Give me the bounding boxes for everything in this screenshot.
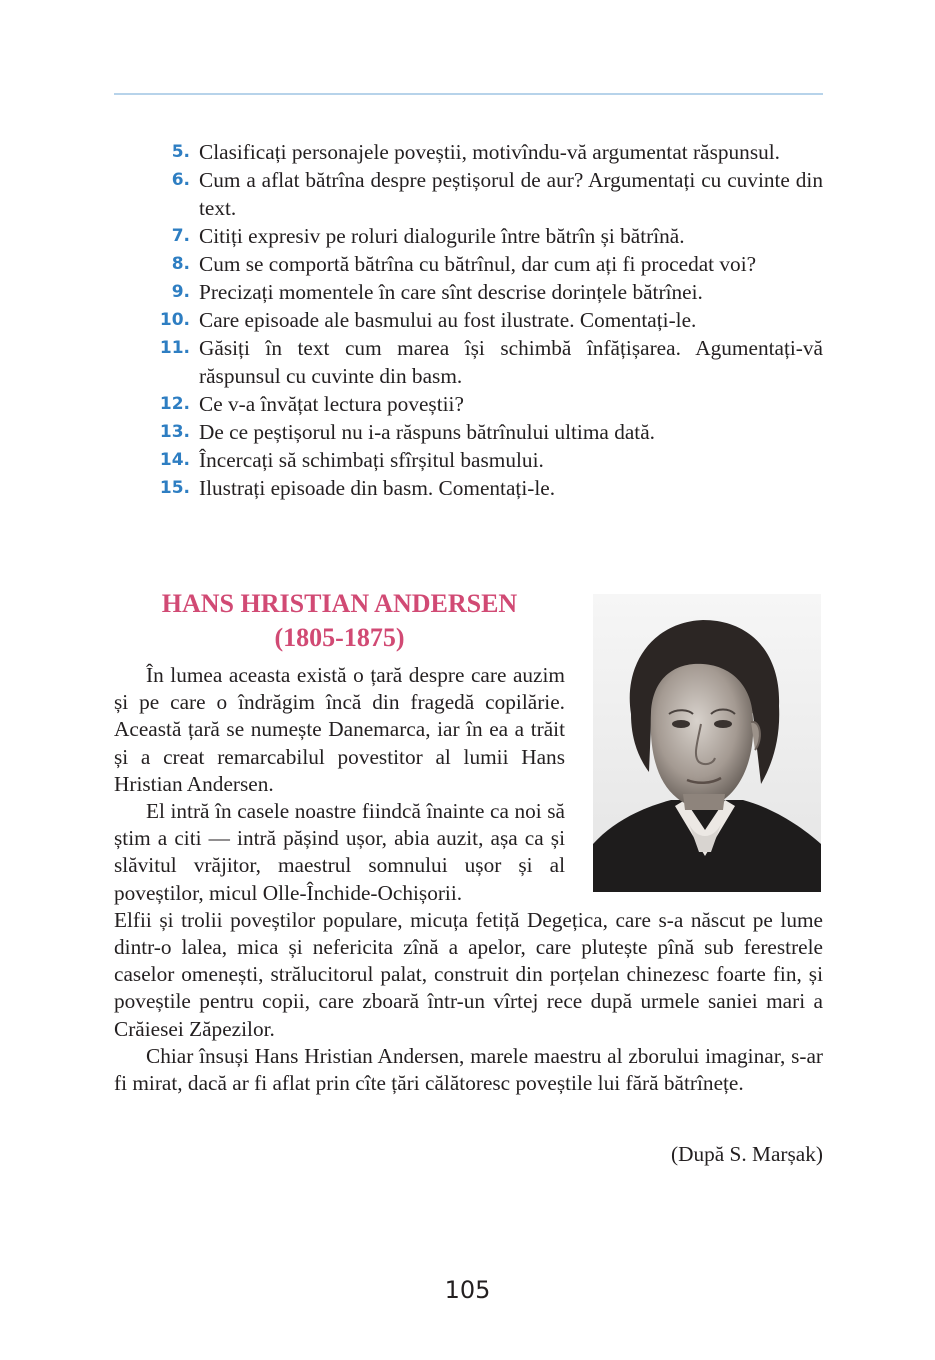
question-text: Precizați momentele în care sînt descrise dorințele bătrînei. — [199, 280, 703, 304]
question-text: Citiți expresiv pe roluri dialogurile între bătrîn și bătrînă. — [199, 224, 685, 248]
question-text: Ce v-a învățat lectura poveștii? — [199, 392, 464, 416]
question-list — [150, 138, 823, 502]
question-number: 5. — [171, 142, 190, 162]
biography-text — [114, 662, 823, 1097]
source-attribution: (După S. Marșak) — [670, 1142, 823, 1166]
question-item — [150, 474, 823, 502]
question-number: 14. — [159, 450, 190, 470]
question-text: Ilustrați episoade din basm. Comentați-le. — [199, 476, 556, 500]
page-number: 105 — [444, 1276, 491, 1304]
bio-narrow-column — [114, 662, 565, 907]
author-years: (1805-1875) — [274, 623, 405, 652]
question-item — [150, 278, 823, 306]
question-text: De ce peștișorul nu i-a răspuns bătrînului ultima dată. — [199, 420, 655, 444]
question-text: Cum se comportă bătrîna cu bătrînul, dar cum ați fi procedat voi? — [199, 252, 757, 276]
question-item — [150, 166, 823, 222]
author-name: HANS HRISTIAN ANDERSEN — [161, 589, 518, 618]
bio-paragraph-1: În lumea aceasta există o țară despre care auzim și pe care o îndrăgim încă din fragedă copilărie. Această țară se numește Danemarca, iar în ea a trăit și a creat remarcabilul povestitor al lumii Hans Hristian Andersen. — [114, 663, 565, 796]
question-number: 6. — [171, 170, 190, 190]
question-text: Găsiți în text cum marea își schimbă înfățișarea. Agumentați-vă răspunsul cu cuvinte din basm. — [199, 336, 823, 388]
question-text: Care episoade ale basmului au fost ilustrate. Comentați-le. — [199, 308, 697, 332]
author-heading — [114, 587, 565, 655]
question-number: 10. — [159, 310, 190, 330]
top-divider — [114, 93, 823, 95]
question-text: Încercați să schimbați sfîrșitul basmului. — [199, 448, 544, 472]
question-item — [150, 418, 823, 446]
question-item — [150, 306, 823, 334]
question-item — [150, 222, 823, 250]
question-text: Cum a aflat bătrîna despre peștișorul de aur? Argumentați cu cuvinte din text. — [199, 168, 823, 220]
question-item — [150, 138, 823, 166]
question-number: 12. — [159, 394, 190, 414]
question-number: 11. — [159, 338, 190, 358]
question-item — [150, 446, 823, 474]
question-number: 15. — [159, 478, 190, 498]
question-item — [150, 250, 823, 278]
bio-paragraph-2a: El intră în casele noastre fiindcă înainte ca noi să știm a citi — intră pășind ușor, abia auzit, așa ca și slăvitul vrăjitor, maestrul somnului ușor și al poveștilor, micul Olle-Închide-Ochișorii. — [114, 799, 565, 905]
bio-paragraph-2b: Elfii și trolii poveștilor populare, micuța fetiță Degețica, care s-a născut pe lume dintr-o lalea, mica și nefericita zînă a apelor, care plutește pînă sub ferestrele caselor omenești, strălucitorul palat, construit din porțelan chinezesc foarte fin, și poveștile pentru copii, care zboară într-un vîrtej rece după urmele saniei mari a Crăiesei Zăpezilor. — [114, 907, 823, 1041]
question-number: 8. — [171, 254, 190, 274]
question-number: 13. — [159, 422, 190, 442]
question-item — [150, 334, 823, 390]
bio-paragraph-3: Chiar însuși Hans Hristian Andersen, marele maestru al zborului imaginar, s-ar fi mirat, dacă ar fi aflat prin cîte țări călătoresc poveștile lui fără bătrînețe. — [114, 1043, 823, 1096]
question-number: 9. — [171, 282, 190, 302]
question-text: Clasificați personajele poveștii, motivîndu-vă argumentat răspunsul. — [199, 140, 780, 164]
question-number: 7. — [171, 226, 190, 246]
question-item — [150, 390, 823, 418]
